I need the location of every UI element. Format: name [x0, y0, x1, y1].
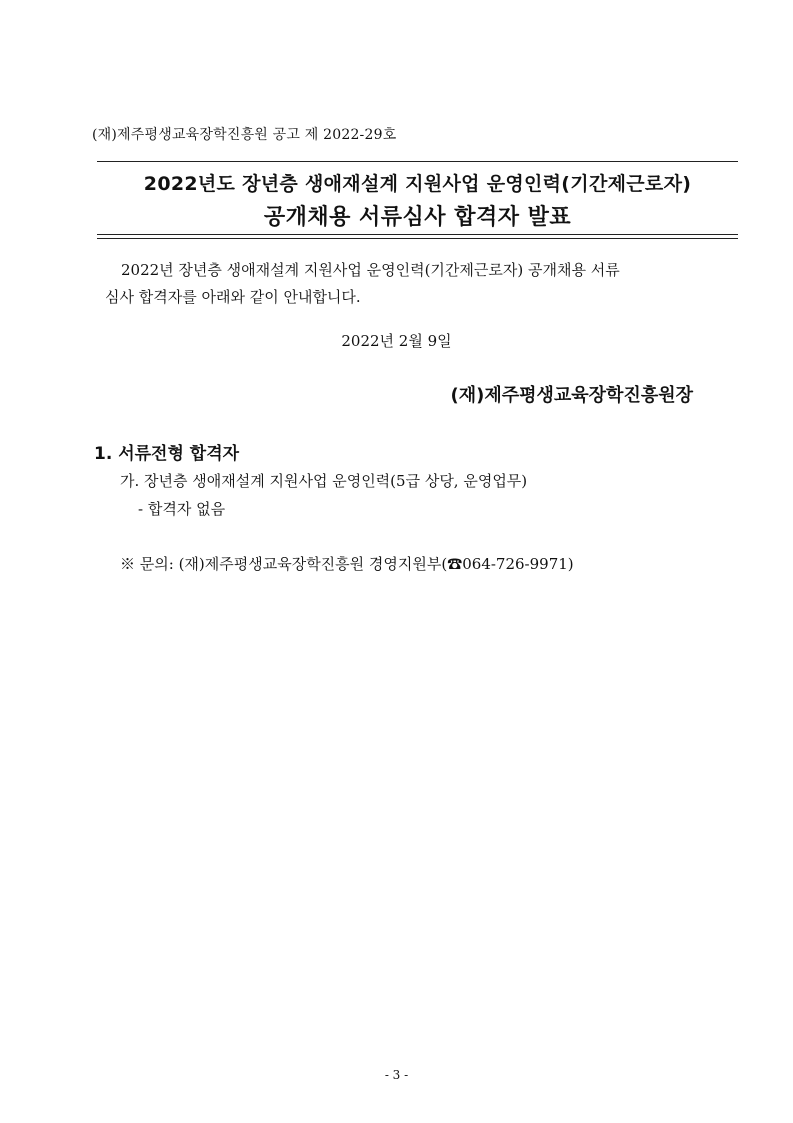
title-line-1: 2022년도 장년층 생애재설계 지원사업 운영인력(기간제근로자)	[143, 173, 692, 195]
body-line-1: 2022년 장년층 생애재설계 지원사업 운영인력(기간제근로자) 공개채용 서류	[121, 261, 620, 279]
title-bottom-double-rule	[97, 234, 738, 239]
notice-number: (재)제주평생교육장학진흥원 공고 제 2022-29호	[92, 127, 397, 143]
page-number: - 3 -	[384, 1068, 409, 1082]
section-item-result: - 합격자 없음	[138, 500, 226, 518]
announcement-date: 2022년 2월 9일	[341, 332, 452, 350]
title-top-rule	[97, 161, 738, 162]
announcement-body	[105, 257, 705, 311]
issuer-signature: (재)제주평생교육장학진흥원장	[450, 385, 693, 406]
body-line-2: 심사 합격자를 아래와 같이 안내합니다.	[105, 288, 361, 306]
inquiry-contact: ※ 문의: (재)제주평생교육장학진흥원 경영지원부(☎064-726-9971)	[120, 555, 574, 573]
title-line-2: 공개채용 서류심사 합격자 발표	[263, 205, 572, 230]
section-item: 가. 장년층 생애재설계 지원사업 운영인력(5급 상당, 운영업무)	[120, 472, 528, 490]
section-heading: 1. 서류전형 합격자	[94, 444, 240, 464]
